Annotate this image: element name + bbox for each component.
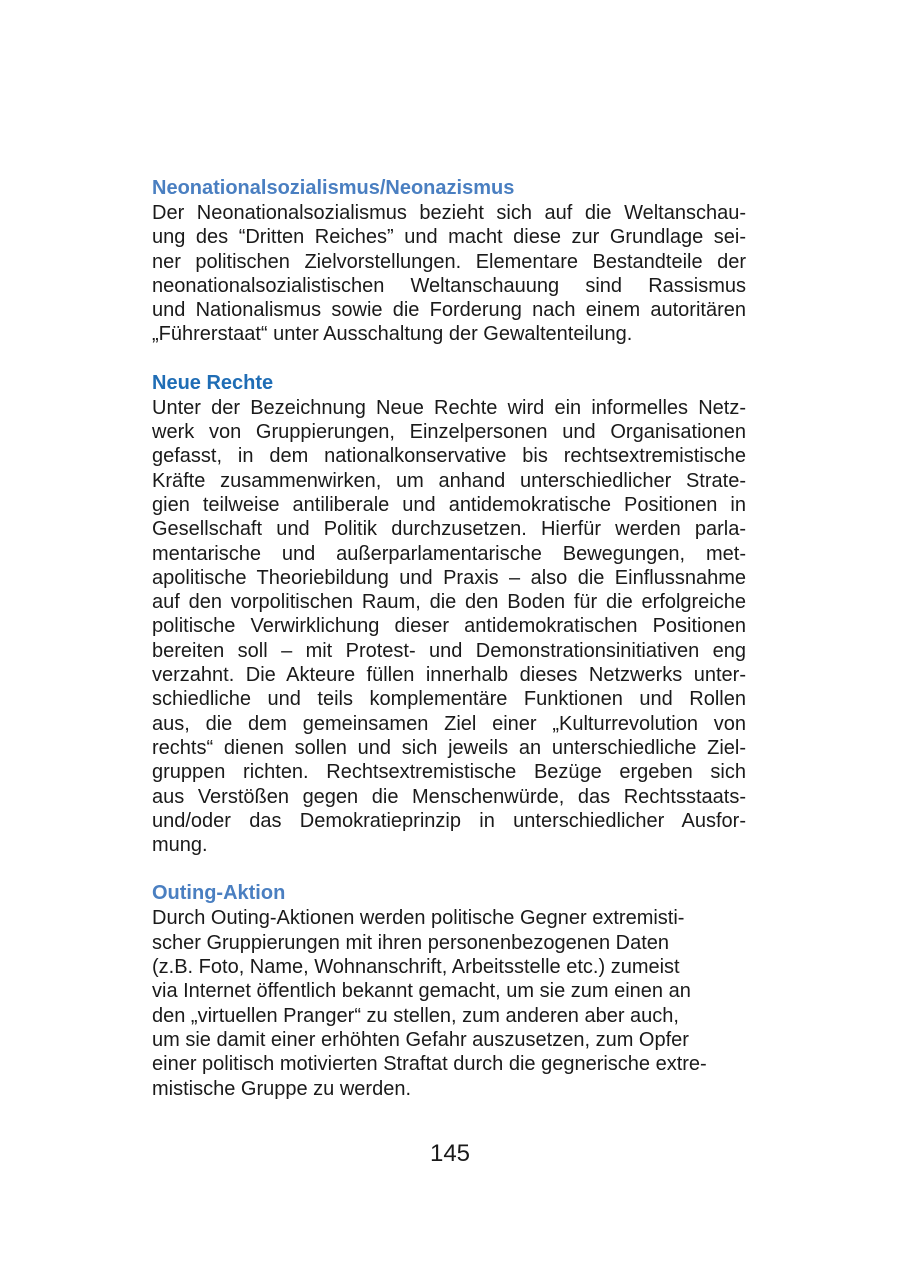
text-line: Durch Outing-Aktionen werden politische Gegner extremisti-: [152, 907, 685, 930]
text-line: „Führerstaat“ unter Ausschaltung der Gewaltenteilung.: [152, 323, 633, 346]
text-line: gruppen richten. Rechtsextremistische Bezüge ergeben sich: [152, 761, 746, 784]
entry-neue-rechte: [152, 371, 746, 858]
text-line: ung des “Dritten Reiches” und macht diese zur Grundlage sei-: [152, 226, 746, 249]
entry-heading: Neue Rechte: [152, 371, 274, 394]
text-line: Der Neonationalsozialismus bezieht sich auf die Weltanschau-: [152, 202, 746, 224]
text-line: werk von Gruppierungen, Einzelpersonen und Organisationen: [152, 421, 746, 444]
text-line: apolitische Theoriebildung und Praxis – also die Einflussnahme: [152, 566, 746, 589]
text-line: ner politischen Zielvorstellungen. Elementare Bestandteile der: [152, 250, 746, 273]
text-line: schiedliche und teils komplementäre Funktionen und Rollen: [152, 688, 746, 711]
page-content: [152, 176, 746, 1125]
entry-outing-aktion: [152, 881, 746, 1100]
text-line: (z.B. Foto, Name, Wohnanschrift, Arbeitsstelle etc.) zumeist: [152, 956, 680, 979]
text-line: Kräfte zusammenwirken, um anhand unterschiedlicher Strate-: [152, 469, 746, 492]
text-line: aus Verstößen gegen die Menschenwürde, das Rechtsstaats-: [152, 785, 746, 808]
entry-heading: Outing-Aktion: [152, 882, 286, 905]
text-line: und Nationalismus sowie die Forderung nach einem autoritären: [152, 299, 746, 322]
entry-body: [152, 906, 746, 1100]
text-line: rechts“ dienen sollen und sich jeweils an unterschiedliche Ziel-: [152, 736, 746, 759]
page-number: 145: [429, 1140, 471, 1167]
text-line: Unter der Bezeichnung Neue Rechte wird ein informelles Netz-: [152, 396, 746, 419]
text-line: aus, die dem gemeinsamen Ziel einer „Kulturrevolution von: [152, 712, 746, 735]
text-line: scher Gruppierungen mit ihren personenbezogenen Daten: [152, 931, 670, 954]
entry-neonationalsozialismus: [152, 176, 746, 347]
text-line: und/oder das Demokratieprinzip in unterschiedlicher Ausfor-: [152, 809, 746, 832]
entry-body: [152, 201, 746, 347]
entry-heading: Neonationalsozialismus/Neonazismus: [152, 177, 515, 199]
text-line: politische Verwirklichung dieser antidemokratischen Positionen: [152, 615, 746, 638]
text-line: einer politisch motivierten Straftat durch die gegnerische extre-: [152, 1053, 707, 1076]
text-line: bereiten soll – mit Protest- und Demonstrationsinitiativen eng: [152, 639, 746, 662]
text-line: Gesellschaft und Politik durchzusetzen. Hierfür werden parla-: [152, 518, 746, 541]
text-line: um sie damit einer erhöhten Gefahr auszusetzen, zum Opfer: [152, 1028, 689, 1051]
text-line: mentarische und außerparlamentarische Bewegungen, met-: [152, 542, 746, 565]
text-line: mistische Gruppe zu werden.: [152, 1077, 412, 1100]
text-line: den „virtuellen Pranger“ zu stellen, zum anderen aber auch,: [152, 1004, 679, 1027]
text-line: mung.: [152, 834, 208, 857]
text-line: auf den vorpolitischen Raum, die den Boden für die erfolgreiche: [152, 591, 746, 614]
text-line: via Internet öffentlich bekannt gemacht, um sie zum einen an: [152, 980, 691, 1003]
text-line: neonationalsozialistischen Weltanschauung sind Rassismus: [152, 274, 746, 297]
text-line: gefasst, in dem nationalkonservative bis rechtsextremistische: [152, 445, 746, 468]
entry-body: [152, 396, 746, 858]
text-line: gien teilweise antiliberale und antidemokratische Positionen in: [152, 493, 746, 516]
text-line: verzahnt. Die Akteure füllen innerhalb dieses Netzwerks unter-: [152, 664, 746, 687]
